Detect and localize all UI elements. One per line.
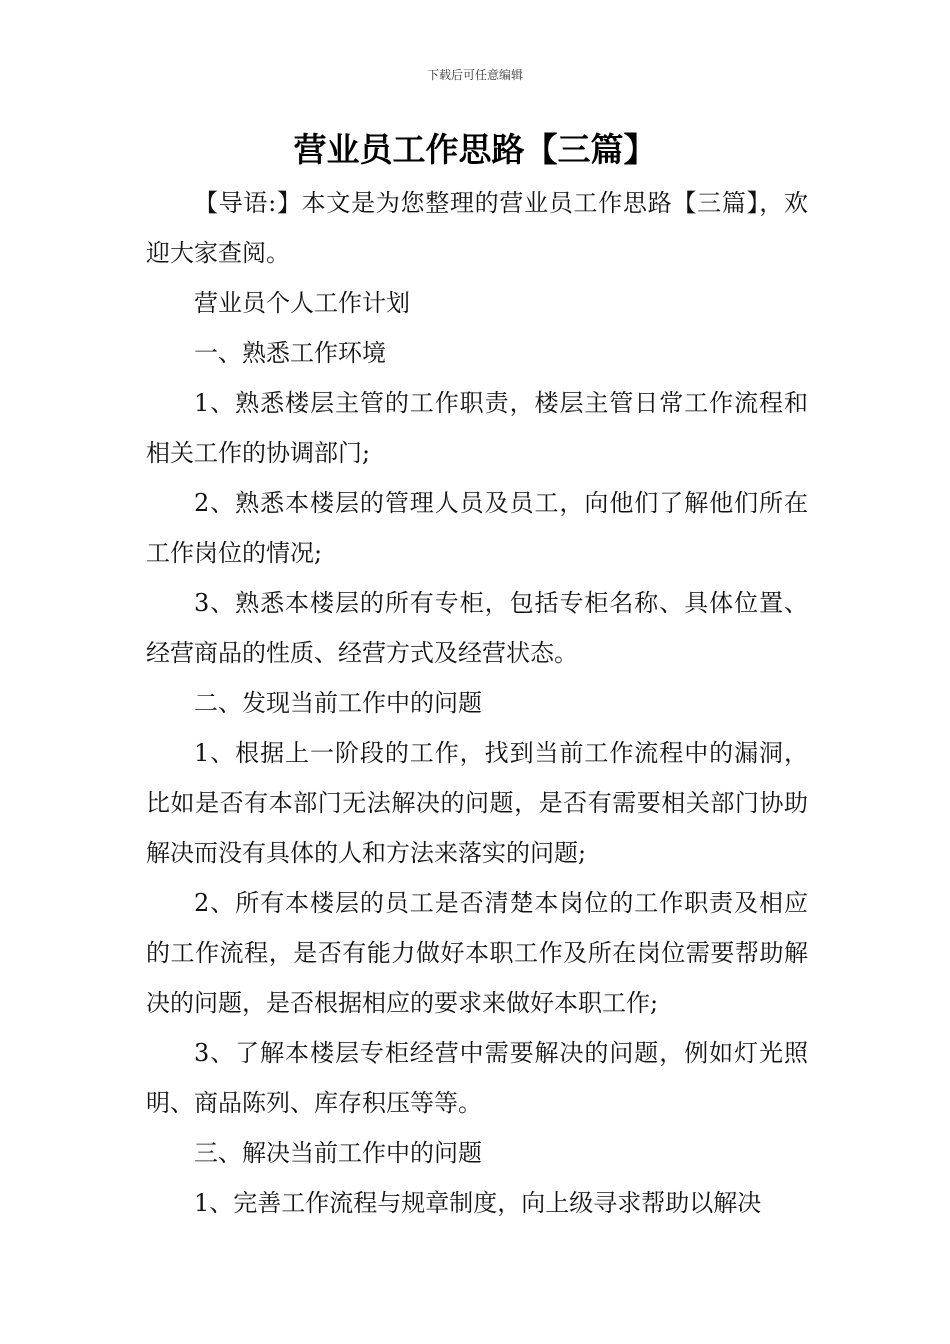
paragraph-intro: 【导语:】本文是为您整理的营业员工作思路【三篇】，欢迎大家查阅。 — [146, 189, 808, 267]
header-note: 下载后可任意编辑 — [426, 68, 523, 82]
paragraph-item: 3、熟悉本楼层的所有专柜，包括专柜名称、具体位置、经营商品的性质、经营方式及经营状态。 — [146, 589, 808, 667]
section-heading-2: 二、发现当前工作中的问题 — [194, 689, 482, 717]
paragraph-item: 3、了解本楼层专柜经营中需要解决的问题，例如灯光照明、商品陈列、库存积压等等。 — [146, 1039, 808, 1117]
document-body — [146, 178, 808, 1228]
document-title: 营业员工作思路【三篇】 — [293, 130, 657, 169]
paragraph-item: 1、完善工作流程与规章制度，向上级寻求帮助以解决 — [194, 1189, 762, 1217]
section-heading-1: 一、熟悉工作环境 — [194, 339, 386, 367]
paragraph-item: 1、熟悉楼层主管的工作职责，楼层主管日常工作流程和相关工作的协调部门; — [146, 389, 808, 467]
paragraph-item: 2、所有本楼层的员工是否清楚本岗位的工作职责及相应的工作流程，是否有能力做好本职工作及所在岗位需要帮助解决的问题，是否根据相应的要求来做好本职工作; — [146, 889, 808, 1017]
paragraph-item: 2、熟悉本楼层的管理人员及员工，向他们了解他们所在工作岗位的情况; — [146, 489, 808, 567]
paragraph-plan-heading: 营业员个人工作计划 — [194, 289, 410, 317]
paragraph-item: 1、根据上一阶段的工作，找到当前工作流程中的漏洞，比如是否有本部门无法解决的问题，是否有需要相关部门协助解决而没有具体的人和方法来落实的问题; — [146, 739, 808, 867]
section-heading-3: 三、解决当前工作中的问题 — [194, 1139, 482, 1167]
